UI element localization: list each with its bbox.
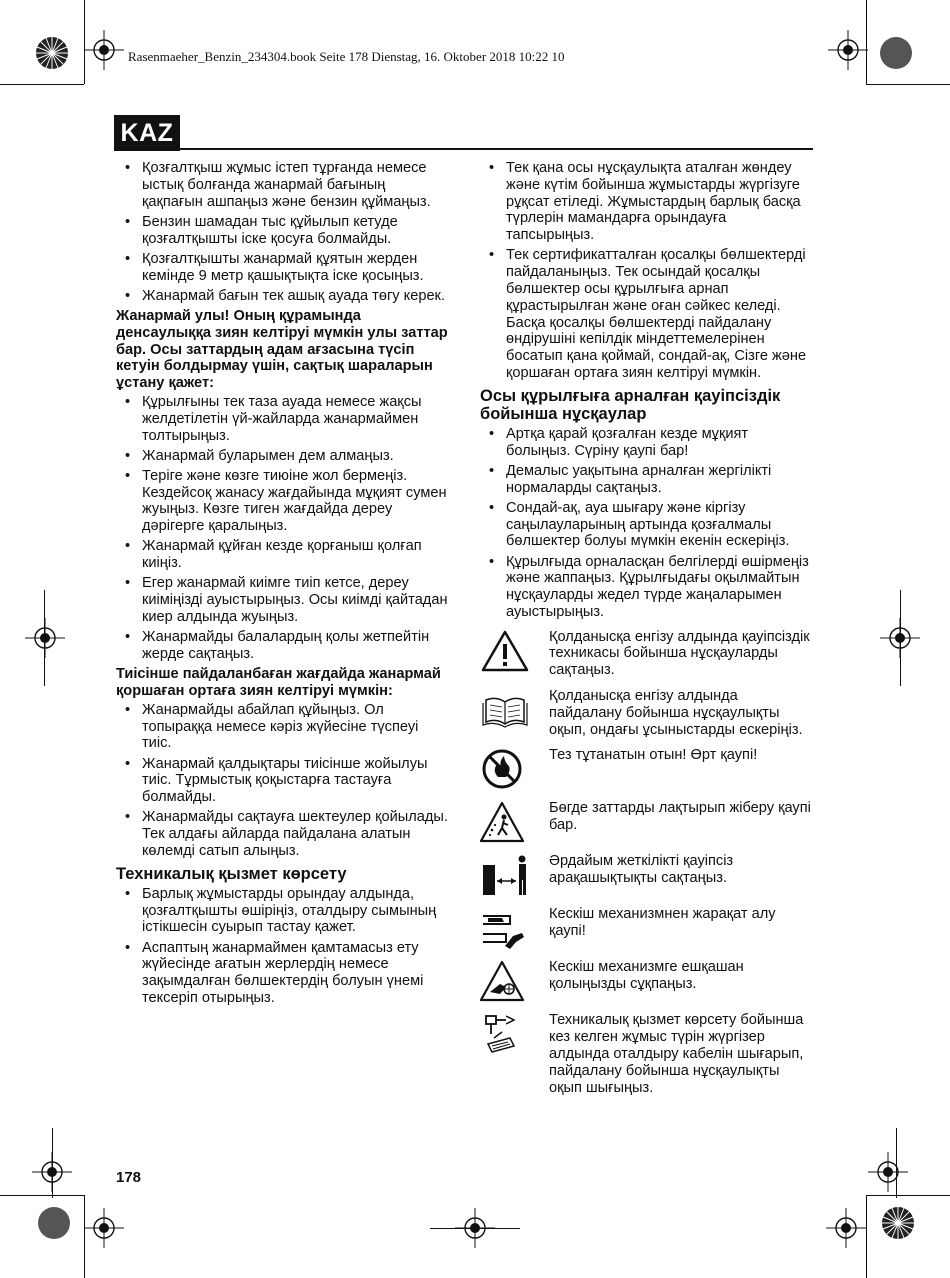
- symbol-text: Әрдайым жеткілікті қауіпсіз арақашықтықты сақтаңыз.: [549, 853, 734, 887]
- symbol-text: Тез тұтанатын отын! Өрт қаупі!: [549, 747, 758, 764]
- crop-line: [84, 0, 85, 84]
- symbol-legend: [480, 629, 813, 1097]
- crosshair-mark-icon: [828, 30, 868, 70]
- crop-line: [52, 1128, 53, 1198]
- symbol-row: [480, 853, 813, 897]
- safety-distance-icon: [480, 853, 530, 897]
- list-item: • Барлық жұмыстарды орындау алдында, қозғалтқышты өшіріңіз, оталдыру сымының істікшесін суырып тастау қажет.: [116, 886, 448, 936]
- crop-line: [896, 1128, 897, 1198]
- crosshair-mark-icon: [25, 618, 65, 658]
- list-item: • Жанармай қалдықтары тиісінше жойылуы тиіс. Тұрмыстық қоқыстарға тастауға болмайды.: [116, 756, 448, 806]
- environment-list: [116, 702, 448, 860]
- symbol-row: [480, 1012, 813, 1096]
- toxic-precautions-list: [116, 394, 448, 663]
- crop-line: [44, 590, 45, 686]
- list-item: • Аспаптың жанармаймен қамтамасыз ету жүйесінде ағатын жерлердің немесе зақымдалған бөлшектердің болуын үнемі тексеріп отырыңыз.: [116, 940, 448, 1007]
- fuel-safety-list: [116, 160, 448, 305]
- registration-target-icon: [878, 1203, 918, 1243]
- left-column: [116, 160, 448, 1010]
- symbol-row: [480, 800, 813, 844]
- fuel-toxic-warning: Жанармай улы! Оның құрамында денсаулыққа зиян келтіруі мүмкін улы заттар бар. Осы заттардың адам ағзасына түсіп кетуін болдырмау үшін, сақтық шараларын ұстану қажет:: [116, 307, 448, 392]
- symbol-row: [480, 959, 813, 1003]
- list-item: • Тек қана осы нұсқаулықта аталған жөндеу және күтім бойынша жұмыстарды жүргізуге рұқсат етіледі. Жұмыстардың барлық басқа түрлерін мамандарға орындауға тапсырыңыз.: [480, 160, 813, 244]
- list-item: • Жанармай құйған кезде қорғаныш қолғап киіңіз.: [116, 538, 448, 572]
- list-item: • Теріге және көзге тиюіне жол бермеңіз. Кездейсоқ жанасу жағдайында мұқият сумен жуыңыз. Көзге тиген жағдайда дереу дәрігерге қаралыңыз.: [116, 468, 448, 535]
- symbol-row: [480, 688, 813, 738]
- symbol-row: [480, 906, 813, 950]
- environment-warning: Тиісінше пайдаланбаған жағдайда жанармай қоршаған ортаға зиян келтіруі мүмкін:: [116, 666, 441, 700]
- symbol-text: Кескіш механизмге ешқашан қолыңызды сұқпаңыз.: [549, 959, 744, 993]
- crop-line: [0, 1195, 84, 1196]
- symbol-text: Қолданысқа енгізу алдында пайдалану бойынша нұсқаулықты оқып, ондағы ұсыныстарды ескеріңіз.: [549, 688, 803, 738]
- crop-line: [866, 0, 867, 84]
- registration-circle-icon: [876, 33, 916, 73]
- crop-line: [900, 590, 901, 686]
- symbol-row: [480, 747, 813, 791]
- section-heading-service: Техникалық қызмет көрсету: [116, 864, 347, 883]
- section-heading-device-safety: Осы құрылғыға арналған қауіпсіздік бойынша нұсқаулар: [480, 386, 781, 423]
- list-item: • Демалыс уақытына арналған жергілікті нормаларды сақтаңыз.: [480, 463, 813, 497]
- spark-plug-icon: [480, 1012, 530, 1056]
- list-item: • Артқа қарай қозғалған кезде мұқият болыңыз. Сүріну қаупі бар!: [480, 426, 813, 460]
- symbol-text: Бөгде заттарды лақтырып жіберу қаупі бар.: [549, 800, 811, 834]
- device-safety-list: [480, 426, 813, 621]
- list-item: • Қозғалтқыш жұмыс істеп тұрғанда немесе ыстық болғанда жанармай бағының қақпағын ашпаңыз және бензин құймаңыз.: [116, 160, 448, 210]
- no-fire-icon: [480, 747, 530, 791]
- list-item: • Жанармайды балалардың қолы жетпейтін жерде сақтаңыз.: [116, 629, 448, 663]
- header-rule: [180, 148, 813, 150]
- list-item: • Жанармай бағын тек ашық ауада төгу керек.: [116, 288, 448, 305]
- symbol-text: Қолданысқа енгізу алдында қауіпсіздік техникасы бойынша нұсқауларды сақтаңыз.: [549, 628, 810, 679]
- crosshair-mark-icon: [84, 30, 124, 70]
- crosshair-mark-icon: [826, 1208, 866, 1248]
- list-item: • Сондай-ақ, ауа шығару және кіргізу саңылауларының артында қозғалмалы бөлшектер болуы мүмкін екенін ескеріңіз.: [480, 500, 813, 550]
- service-list: [116, 886, 448, 1007]
- repair-list: [480, 160, 813, 382]
- manual-book-icon: [480, 688, 530, 732]
- list-item: • Егер жанармай киімге тиіп кетсе, дереу киіміңізді ауыстырыңыз. Осы киімді қайтадан киер алдында жуыңыз.: [116, 575, 448, 625]
- crosshair-mark-icon: [84, 1208, 124, 1248]
- list-item: • Тек сертификатталған қосалқы бөлшектерді пайдаланыңыз. Тек осындай қосалқы бөлшектер осы құрылғыға арнап құрастырылған және оған сәйкес келеді. Басқа қосалқы бөлшектерді пайдалану өндірушіні кепілдік міндеттемелерінен босатып қана қоймай, сондай-ақ, Сізге және қоршаған ортаға зиян келтіруі мүмкін.: [480, 247, 813, 381]
- crop-line: [0, 84, 84, 85]
- symbol-text: Техникалық қызмет көрсету бойынша кез келген жұмыс түрін жүргізер алдында оталдыру кабелін шығарып, пайдалану бойынша нұсқаулықты оқып шығыңыз.: [549, 1012, 804, 1096]
- crop-line: [866, 84, 950, 85]
- print-header: Rasenmaeher_Benzin_234304.book Seite 178 Dienstag, 16. Oktober 2018 10:22 10: [128, 49, 565, 64]
- crop-line: [866, 1195, 950, 1196]
- thrown-objects-icon: [480, 800, 530, 844]
- list-item: • Қозғалтқышты жанармай құятын жерден кемінде 9 метр қашықтықта іске қосыңыз.: [116, 251, 448, 285]
- language-badge: KAZ: [114, 115, 180, 151]
- list-item: • Жанармайды сақтауға шектеулер қойылады. Тек алдағы айларда пайдалана алатын көлемді сатып алыңыз.: [116, 809, 448, 859]
- registration-target-icon: [32, 33, 72, 73]
- list-item: • Бензин шамадан тыс құйылып кетуде қозғалтқышты іске қосуға болмайды.: [116, 214, 448, 248]
- hand-blade-icon: [480, 959, 530, 1003]
- list-item: • Құрылғыны тек таза ауада немесе жақсы желдетілетін үй-жайларда жанармаймен толтырыңыз.: [116, 394, 448, 444]
- list-item: • Жанармай буларымен дем алмаңыз.: [116, 448, 448, 465]
- crop-line: [84, 1195, 85, 1278]
- page-number: 178: [116, 1169, 142, 1186]
- crop-line: [866, 1195, 867, 1278]
- list-item: • Жанармайды абайлап құйыңыз. Ол топыраққа немесе кәріз жүйесіне түспеуі тиіс.: [116, 702, 448, 752]
- right-column: [480, 160, 813, 1105]
- symbol-text: Кескіш механизмнен жарақат алу қаупі!: [549, 906, 776, 940]
- warning-triangle-icon: [480, 629, 530, 673]
- crop-line: [430, 1228, 520, 1229]
- registration-circle-icon: [34, 1203, 74, 1243]
- crosshair-mark-icon: [868, 1152, 908, 1192]
- list-item: • Құрылғыда орналасқан белгілерді өшірмеңіз және жаппаңыз. Құрылғыдағы оқылмайтын нұсқауларды жедел түрде жаңаларымен ауыстырыңыз.: [480, 554, 813, 621]
- blade-injury-icon: [480, 906, 530, 950]
- symbol-row: [480, 629, 813, 679]
